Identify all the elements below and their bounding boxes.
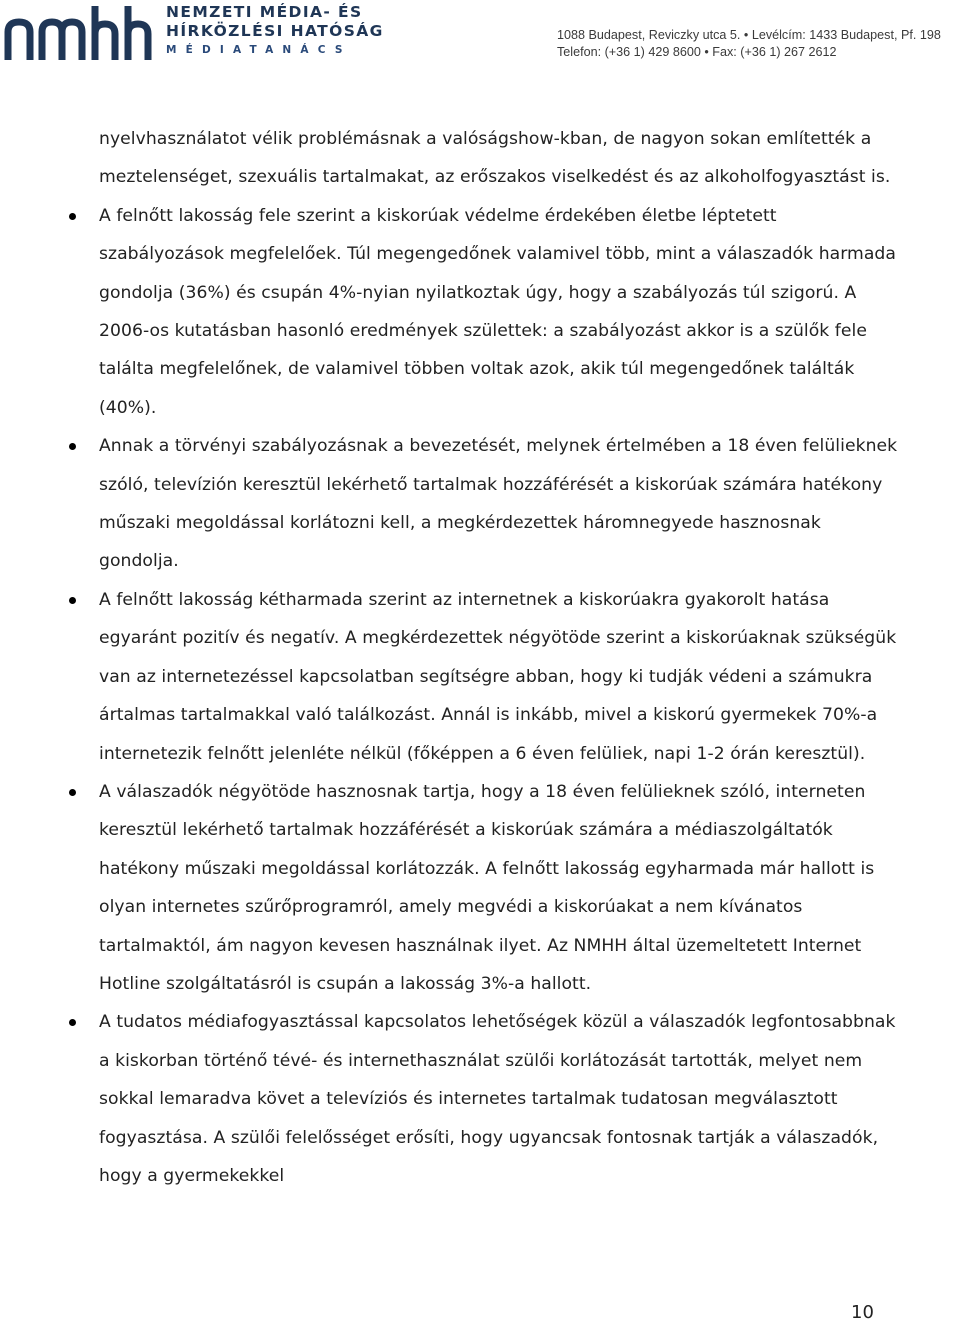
page-number: 10 xyxy=(851,1302,874,1323)
list-item xyxy=(99,773,899,1003)
list-item xyxy=(99,581,899,773)
page-header xyxy=(0,0,960,78)
org-name-line-2: HÍRKÖZLÉSI HATÓSÁG xyxy=(166,22,384,40)
list-item-text: A felnőtt lakosság kétharmada szerint az internetnek a kiskorúakra gyakorolt hatása egyaránt pozitív és negatív. A megkérdezettek négyötöde szerint a kiskorúaknak szükségük van az internetezéssel kapcsolatban segítségre abban, hogy ki tudják védeni a számukra ártalmas tartalmakkal való találkozást. Annál is inkább, mivel a kiskorú gyermekek 70%-a internetezik felnőtt jelenléte nélkül (főképpen a 6 éven felüliek, napi 1-2 órán keresztül). xyxy=(99,589,897,764)
org-name-line-3: MÉDIATANÁCS xyxy=(166,44,352,56)
nmhh-logo-icon xyxy=(2,2,152,64)
bullet-icon xyxy=(69,597,76,604)
contact-phone-fax: Telefon: (+36 1) 429 8600 • Fax: (+36 1) 267 2612 xyxy=(557,45,837,59)
bullet-list xyxy=(99,197,899,1196)
document-body xyxy=(99,120,899,1195)
list-item-text: A tudatos médiafogyasztással kapcsolatos lehetőségek közül a válaszadók legfontosabbnak a kiskorban történő tévé- és internethasználat szülői korlátozását tartották, melyet nem sokkal lemaradva követ a televíziós és internetes tartalmak tudatosan megválasztott fogyasztása. A szülői felelősséget erősíti, hogy ugyancsak fontosnak tartják a válaszadók, hogy a gyermekekkel xyxy=(99,1012,896,1186)
bullet-icon xyxy=(69,213,76,220)
list-item xyxy=(99,427,899,581)
list-item xyxy=(99,1003,899,1195)
bullet-icon xyxy=(69,1019,76,1026)
organization-name xyxy=(166,3,386,59)
contact-address: 1088 Budapest, Reviczky utca 5. • Levélcím: 1433 Budapest, Pf. 198 xyxy=(557,28,941,42)
list-item xyxy=(99,197,899,427)
list-item-text: A válaszadók négyötöde hasznosnak tartja, hogy a 18 éven felülieknek szóló, interneten keresztül lekérhető tartalmak hozzáférését a kiskorúak számára a médiaszolgáltatók hatékony műszaki megoldással korlátozzák. A felnőtt lakosság egyharmada már hallott is olyan internetes szűrőprogramról, amely megvédi a kiskorúakat a nem kívánatos tartalmaktól, ám nagyon kevesen használnak ilyet. Az NMHH által üzemeltetett Internet Hotline szolgáltatásról is csupán a lakosság 3%-a hallott. xyxy=(99,781,875,994)
org-name-line-1: NEMZETI MÉDIA- ÉS xyxy=(166,3,363,21)
intro-paragraph: nyelvhasználatot vélik problémásnak a valóságshow-kban, de nagyon sokan említették a meztelenséget, szexuális tartalmakat, az erőszakos viselkedést és az alkoholfogyasztást is. xyxy=(99,129,891,188)
bullet-icon xyxy=(69,443,76,450)
bullet-icon xyxy=(69,789,76,796)
list-item-text: Annak a törvényi szabályozásnak a bevezetését, melynek értelmében a 18 éven felülieknek szóló, televízión keresztül lekérhető tartalmak hozzáférését a kiskorúak számára hatékony műszaki megoldással korlátozni kell, a megkérdezettek háromnegyede hasznosnak gondolja. xyxy=(99,436,898,572)
list-item-text: A felnőtt lakosság fele szerint a kiskorúak védelme érdekében életbe léptetett szabályozások megfelelőek. Túl megengedőnek valamivel több, mint a válaszadók harmada gondolja (36%) és csupán 4%-nyian nyilatkoztak úgy, hogy a szabályozás túl szigorú. A 2006-os kutatásban hasonló eredmények születtek: a szabályozást akkor is a szülők fele találta megfelelőnek, de valamivel többen voltak azok, akik túl megengedőnek találták (40%). xyxy=(99,205,896,418)
contact-info xyxy=(557,27,941,61)
